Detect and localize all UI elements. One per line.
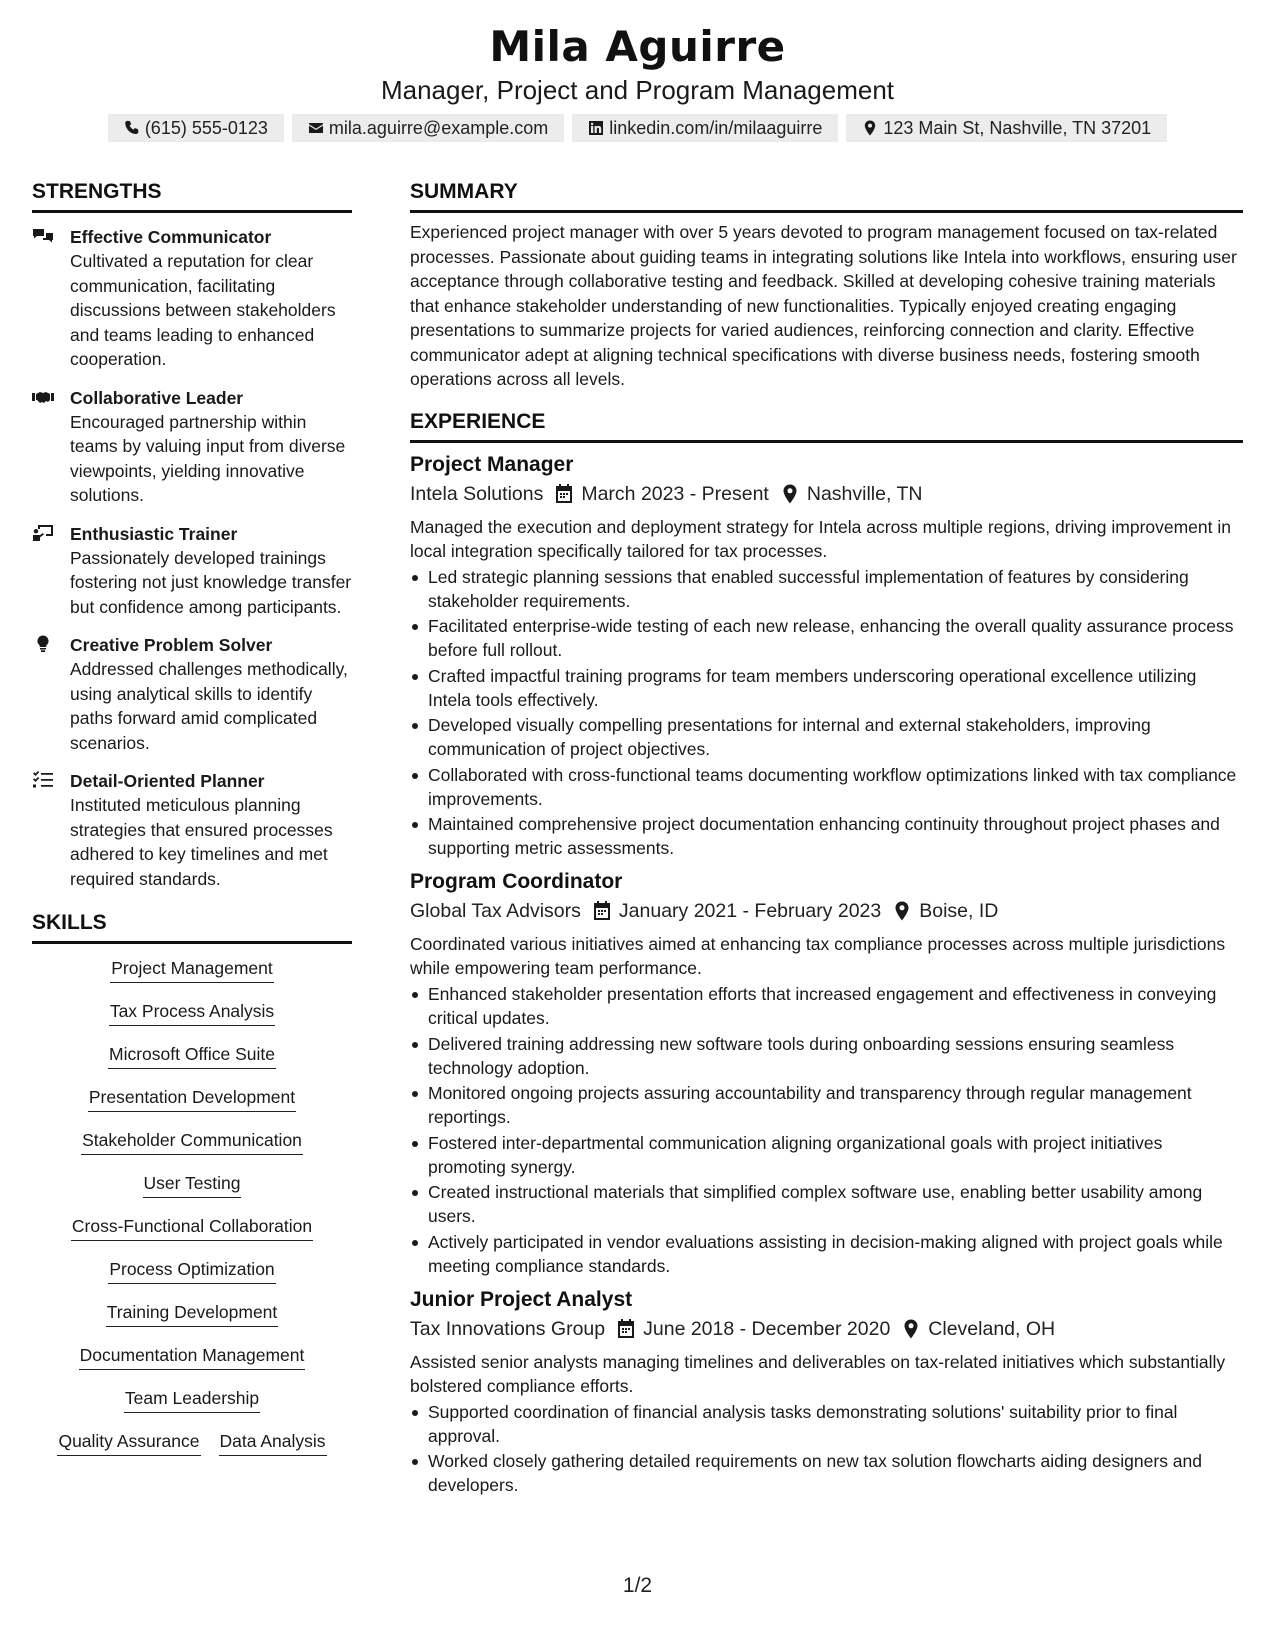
skill-tag: Data Analysis: [219, 1429, 327, 1456]
strength-desc: Passionately developed trainings fostering not just knowledge transfer but confidence among participants.: [70, 547, 352, 617]
summary-heading: SUMMARY: [410, 178, 1243, 213]
skill-tag: Microsoft Office Suite: [108, 1042, 276, 1069]
skill-tag: Tax Process Analysis: [109, 999, 275, 1026]
contact-phone[interactable]: [108, 114, 284, 142]
job-dates: June 2018 - December 2020: [643, 1317, 891, 1340]
candidate-title: Manager, Project and Program Management: [380, 75, 895, 105]
resume-header: [0, 0, 1275, 142]
summary-text: Experienced project manager with over 5 years devoted to program management focused on tax-related processes. Passionate about guiding teams in integrating solutions like Intela into workflows, ensuring user acceptance through collaborative testing and feedback. Skilled at developing cohesive training materials that enhance stakeholder understanding of new functionalities. Typically enjoyed creating engaging presentations to summarize projects for varied audiences, reinforcing connection and clarity. Effective communicator adept at aligning technical specifications with diverse business needs, fostering smooth operations across all levels.: [410, 222, 1237, 389]
page-number: 1/2: [622, 1574, 653, 1597]
strength-desc: Cultivated a reputation for clear communication, facilitating discussions between stakeholders and teams leading to enhanced cooperation.: [70, 251, 336, 369]
map-pin-icon: [862, 120, 878, 136]
strength-desc: Encouraged partnership within teams by valuing input from diverse viewpoints, yielding innovative solutions.: [70, 411, 346, 505]
list-item: Actively participated in vendor evaluations assisting in decision-making aligned with project goals while meeting compliance standards.: [410, 1230, 1243, 1278]
strength-item: [32, 769, 352, 891]
map-pin-icon: [893, 901, 911, 921]
calendar-icon: [617, 1319, 635, 1339]
experience-heading: EXPERIENCE: [410, 408, 1243, 443]
strength-item: [32, 225, 352, 372]
contact-linkedin[interactable]: [572, 114, 838, 142]
skills-list: [32, 956, 352, 1472]
job-meta: [410, 1314, 1243, 1344]
strength-title: Enthusiastic Trainer: [70, 523, 238, 544]
map-pin-icon: [781, 484, 799, 504]
list-item: Led strategic planning sessions that enabled successful implementation of features by considering stakeholder requirements.: [410, 565, 1243, 613]
job-dates: January 2021 - February 2023: [618, 900, 882, 922]
skills-heading: SKILLS: [32, 909, 352, 944]
job-title: Project Manager: [410, 452, 574, 476]
job-location: Nashville, TN: [806, 482, 923, 505]
job-title: Junior Project Analyst: [410, 1287, 633, 1311]
map-pin-icon: [902, 1319, 920, 1339]
skill-tag: Team Leadership: [124, 1386, 260, 1413]
job-description: Coordinated various initiatives aimed at enhancing tax compliance processes across multiple jurisdictions while empowering team performance.: [410, 934, 1226, 978]
right-column: [410, 178, 1243, 1499]
strength-item: [32, 633, 352, 755]
chat-bubbles-icon: [32, 227, 54, 245]
list-item: Collaborated with cross-functional teams documenting workflow optimizations linked with tax compliance improvements.: [410, 763, 1243, 811]
strength-desc: Addressed challenges methodically, using analytical skills to identify paths forward amid complicated scenarios.: [70, 659, 348, 753]
strength-item: [32, 522, 352, 620]
job-company: Global Tax Advisors: [410, 900, 581, 922]
checklist-icon: [32, 771, 54, 789]
teacher-board-icon: [32, 524, 54, 542]
skill-tag: Training Development: [106, 1300, 279, 1327]
handshake-icon: [32, 388, 54, 406]
candidate-name: Mila Aguirre: [489, 22, 786, 71]
list-item: Facilitated enterprise-wide testing of each new release, enhancing the overall quality assurance process before full rollout.: [410, 614, 1243, 662]
contact-email-text: mila.aguirre@example.com: [328, 118, 549, 138]
job-title: Program Coordinator: [410, 870, 623, 893]
job-bullets: [410, 982, 1243, 1278]
list-item: Maintained comprehensive project documentation enhancing continuity throughout project phases and supporting metric assessments.: [410, 812, 1243, 860]
job-meta: [410, 479, 1243, 509]
list-item: Worked closely gathering detailed requirements on new tax solution flowcharts aiding designers and developers.: [410, 1449, 1243, 1497]
job-location: Boise, ID: [919, 900, 999, 922]
calendar-icon: [555, 484, 573, 504]
list-item: Monitored ongoing projects assuring accountability and transparency through regular management reportings.: [410, 1081, 1243, 1129]
skills-section: [32, 909, 352, 1472]
strength-item: [32, 386, 352, 508]
strengths-section: [32, 178, 352, 891]
calendar-icon: [593, 901, 611, 921]
strength-title: Detail-Oriented Planner: [70, 771, 265, 791]
phone-icon: [124, 120, 140, 136]
summary-section: [410, 178, 1243, 392]
list-item: Developed visually compelling presentations for internal and external stakeholders, improving communication of project objectives.: [410, 713, 1243, 761]
skill-tag: Documentation Management: [79, 1343, 306, 1370]
strength-title: Collaborative Leader: [70, 387, 244, 408]
skill-tag: Cross-Functional Collaboration: [71, 1214, 313, 1241]
skill-tag: User Testing: [143, 1171, 242, 1198]
linkedin-icon: [588, 120, 604, 136]
job-bullets: [410, 1400, 1243, 1498]
skill-tag: Quality Assurance: [57, 1429, 200, 1456]
job-company: Intela Solutions: [410, 482, 544, 505]
list-item: Supported coordination of financial analysis tasks demonstrating solutions' suitability prior to final approval.: [410, 1400, 1243, 1448]
job-dates: March 2023 - Present: [581, 482, 769, 505]
job-entry: [410, 451, 1243, 861]
contact-address-text: 123 Main St, Nashville, TN 37201: [883, 118, 1152, 138]
envelope-icon: [308, 120, 324, 136]
list-item: Enhanced stakeholder presentation efforts that increased engagement and effectiveness in conveying critical updates.: [410, 982, 1243, 1030]
job-location: Cleveland, OH: [928, 1317, 1056, 1340]
contact-email[interactable]: [292, 114, 564, 142]
contact-linkedin-text: linkedin.com/in/milaaguirre: [609, 118, 823, 138]
experience-section: [410, 408, 1243, 1498]
lightbulb-icon: [32, 635, 54, 653]
strengths-heading: STRENGTHS: [32, 178, 352, 213]
job-description: Assisted senior analysts managing timelines and deliverables on tax-related initiatives which substantially bolstered compliance efforts.: [410, 1351, 1226, 1396]
list-item: Crafted impactful training programs for team members underscoring operational excellence utilizing Intela tools effectively.: [410, 664, 1243, 712]
strength-title: Effective Communicator: [70, 227, 272, 247]
job-company: Tax Innovations Group: [410, 1317, 606, 1340]
job-entry: [410, 868, 1243, 1278]
job-meta: [410, 896, 1243, 926]
contact-address: [846, 114, 1167, 142]
skill-tag: Project Management: [110, 956, 273, 983]
strength-title: Creative Problem Solver: [70, 635, 273, 655]
skill-tag: Presentation Development: [88, 1085, 296, 1112]
job-description: Managed the execution and deployment strategy for Intela across multiple regions, driving improvement in local integration specifically tailored for tax processes.: [410, 516, 1231, 561]
skill-tag: Stakeholder Communication: [81, 1128, 303, 1155]
list-item: Delivered training addressing new software tools during onboarding sessions ensuring seamless technology adoption.: [410, 1032, 1243, 1080]
left-column: [32, 178, 352, 1499]
skill-tag: Process Optimization: [108, 1257, 275, 1284]
contact-bar: [0, 114, 1275, 142]
list-item: Created instructional materials that simplified complex software use, enabling better usability among users.: [410, 1180, 1243, 1228]
contact-phone-text: (615) 555-0123: [144, 118, 268, 138]
list-item: Fostered inter-departmental communication aligning organizational goals with project initiatives promoting synergy.: [410, 1131, 1243, 1179]
job-bullets: [410, 565, 1243, 861]
strength-desc: Instituted meticulous planning strategies that ensured processes adhered to key timelines and met required standards.: [70, 795, 333, 889]
job-entry: [410, 1286, 1243, 1498]
